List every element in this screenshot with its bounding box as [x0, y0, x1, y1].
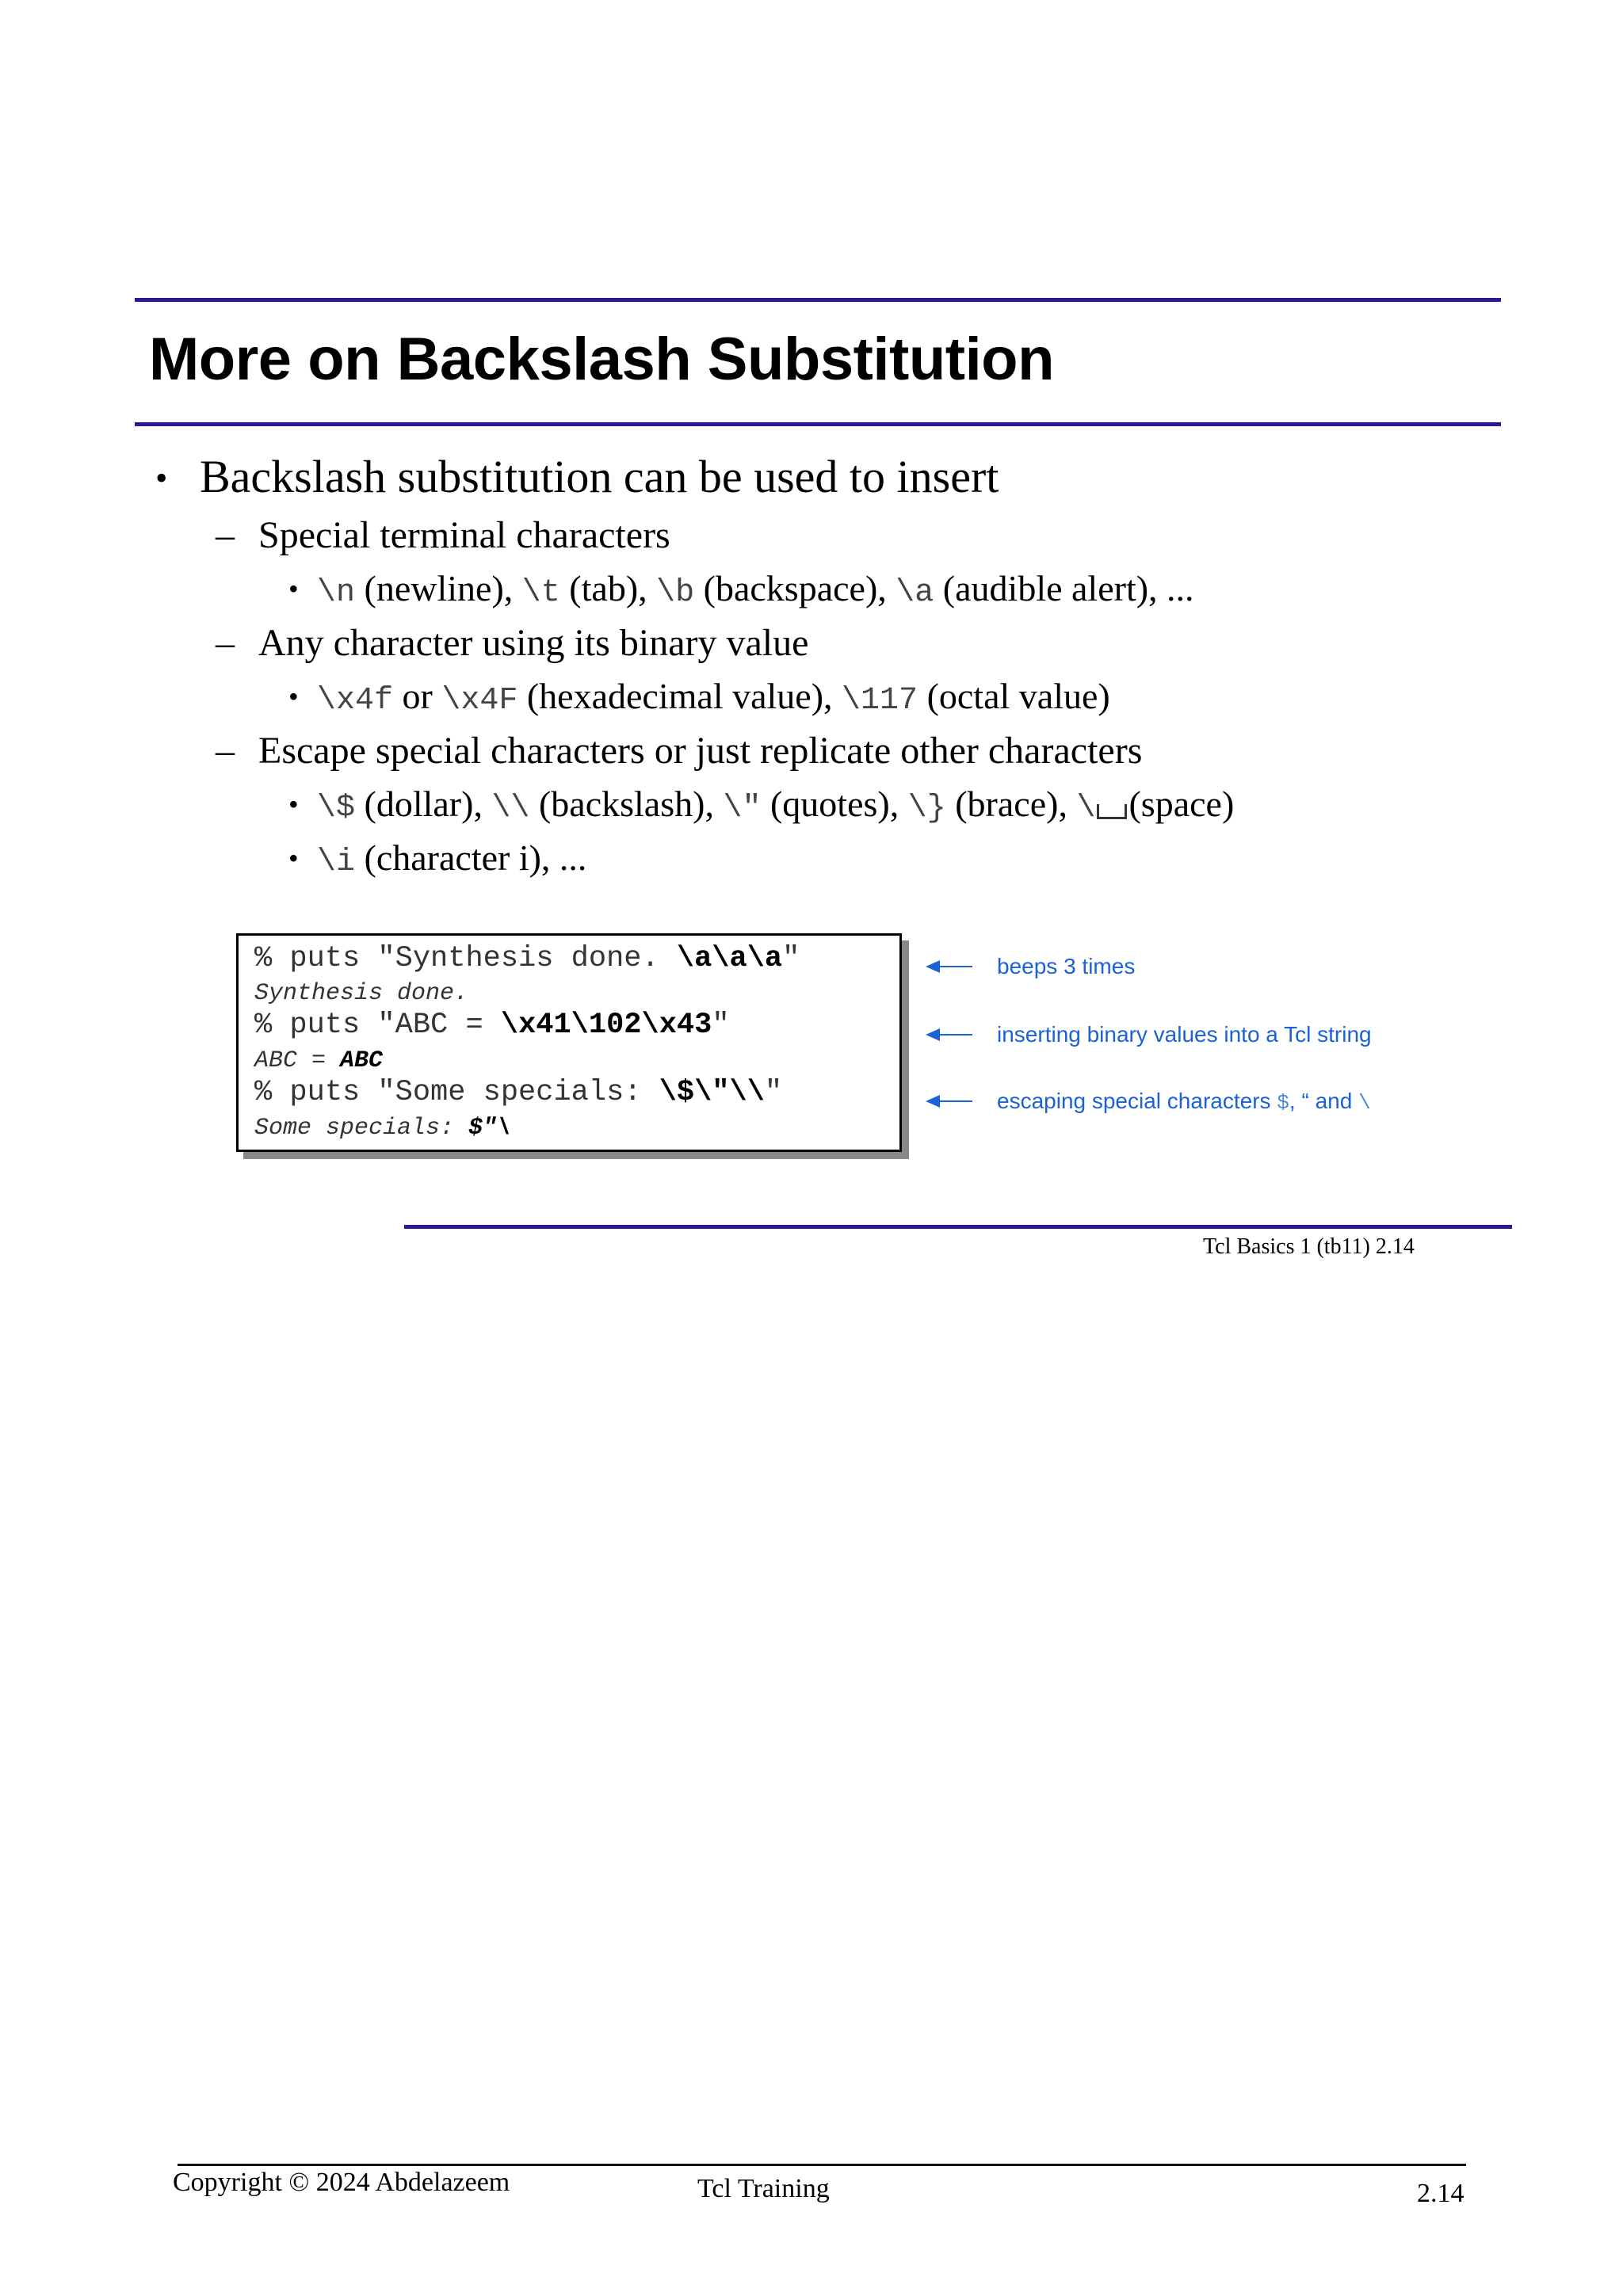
annotation-arrows [856, 951, 983, 1125]
space-symbol-icon [1097, 804, 1127, 819]
item-text: (space) [1128, 784, 1235, 824]
title-top-rule [135, 298, 1501, 302]
sub-bullet-dot: • [288, 573, 299, 605]
item-text: (hexadecimal value), [517, 676, 842, 716]
output-line: Some specials: $"\ [254, 1115, 512, 1142]
code-token: \ [1076, 791, 1096, 826]
item-text: (tab), [559, 568, 657, 608]
terminal-chars-item [317, 567, 1194, 611]
code-token: \i [317, 845, 356, 880]
item-text: (audible alert), ... [934, 568, 1194, 608]
item-text: (newline), [355, 568, 522, 608]
page-footer-rule [178, 2164, 1466, 2166]
code-line: % puts "ABC = \x41\102\x43" [254, 1009, 730, 1042]
code-token: \n [317, 575, 356, 611]
arrow-binary-head [926, 1028, 940, 1041]
arrow-escape-head [926, 1095, 940, 1108]
slide-footer-label: Tcl Basics 1 (tb11) 2.14 [1203, 1234, 1415, 1259]
subheading-escape-chars: Escape special characters or just replicate other characters [258, 730, 1143, 772]
footer-center-title: Tcl Training [697, 2174, 830, 2203]
item-text: (character i), ... [355, 837, 587, 878]
item-text: (dollar), [355, 784, 492, 824]
sub-bullet-dot: • [288, 681, 299, 712]
slide-title: More on Backslash Substitution [149, 326, 1055, 393]
code-token: \t [521, 575, 560, 611]
item-text: (backspace), [694, 568, 896, 608]
title-bottom-rule [135, 422, 1501, 426]
bullet-dot: • [155, 459, 168, 498]
code-token: \b [656, 575, 695, 611]
item-text: (brace), [945, 784, 1077, 824]
subheading-terminal-chars: Special terminal characters [258, 514, 670, 556]
dash-marker: – [216, 730, 235, 772]
code-token: \x4F [441, 683, 518, 719]
code-token: \x4f [317, 683, 394, 719]
page-number: 2.14 [1417, 2179, 1465, 2208]
dash-marker: – [216, 514, 235, 556]
code-token: \$ [317, 791, 356, 826]
subheading-binary-value: Any character using its binary value [258, 622, 809, 664]
code-line: % puts "Synthesis done. \a\a\a" [254, 942, 800, 975]
escape-chars-item [317, 783, 1234, 826]
code-token: \117 [842, 683, 918, 719]
output-line: ABC = ABC [254, 1047, 384, 1074]
dash-marker: – [216, 622, 235, 664]
code-token: \a [896, 575, 934, 611]
item-text: or [393, 676, 442, 716]
code-token: \} [907, 791, 946, 826]
item-text: (backslash), [529, 784, 724, 824]
annotation-beeps: beeps 3 times [997, 954, 1136, 978]
annotation-escape: escaping special characters $, “ and \ [997, 1089, 1371, 1115]
sub-bullet-dot: • [288, 788, 299, 820]
annotation-binary: inserting binary values into a Tcl string [997, 1022, 1372, 1047]
code-token: \" [723, 791, 762, 826]
binary-value-item [317, 675, 1110, 719]
output-line: Synthesis done. [254, 980, 469, 1007]
copyright-notice: Copyright © 2024 Abdelazeem [173, 2168, 510, 2197]
slide-footer-rule [404, 1225, 1512, 1229]
main-bullet-text: Backslash substitution can be used to insert [200, 451, 999, 502]
code-token: \\ [491, 791, 530, 826]
arrow-beeps-head [926, 960, 940, 973]
character-i-item [317, 837, 586, 880]
item-text: (octal value) [918, 676, 1110, 716]
code-example-box [236, 933, 902, 1152]
sub-bullet-dot: • [288, 842, 299, 874]
code-line: % puts "Some specials: \$\"\\" [254, 1076, 783, 1109]
item-text: (quotes), [761, 784, 908, 824]
